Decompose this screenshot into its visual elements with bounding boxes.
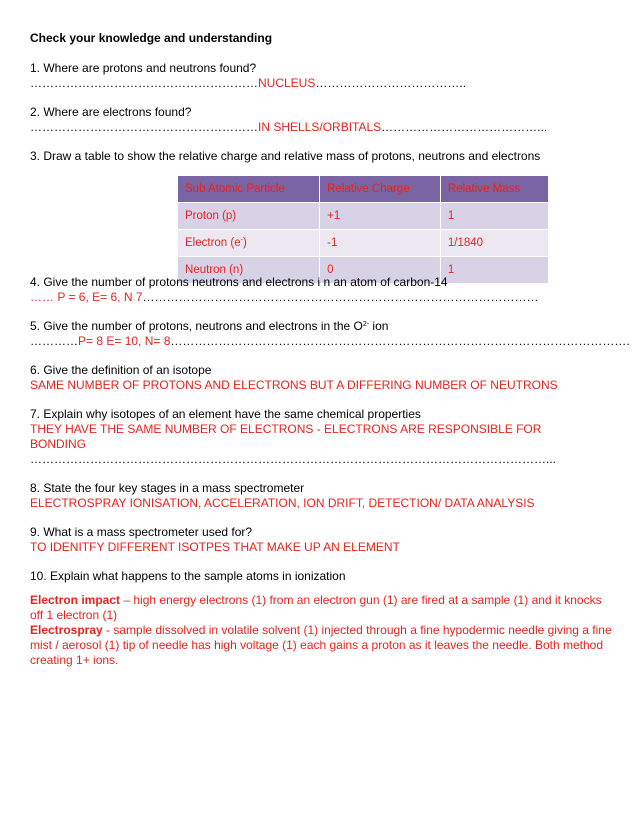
table-row (178, 203, 549, 230)
question-4: 4. Give the number of protons neutrons and electrons i n an atom of carbon-14 (30, 275, 448, 289)
question-2: 2. Where are electrons found? (30, 105, 192, 119)
cell-particle: Neutron (n) (178, 257, 320, 284)
header-charge: Relative Charge (320, 176, 441, 203)
answer-5-line (30, 334, 630, 348)
particle-table (177, 175, 549, 284)
dots: …… (30, 290, 58, 304)
table-row (178, 230, 549, 257)
page-heading: Check your knowledge and understanding (30, 31, 273, 45)
dots: ……………………………….. (315, 76, 467, 90)
question-6: 6. Give the definition of an isotope (30, 363, 212, 377)
question-text: 5. Give the number of protons, neutrons and electrons in the O (30, 319, 363, 333)
answer-5: P= 8 E= 10, N= 8 (78, 334, 171, 348)
question-5 (30, 319, 388, 333)
electron-impact-text: – high energy electrons (1) from an electron gun (1) are fired at a sample (1) and it knocks off 1 electron (1) (30, 593, 602, 622)
dots: ……………………………………………………………………………………………………. (170, 334, 630, 348)
dots: ………………………………………………… (30, 76, 258, 90)
dots: ………… (30, 334, 78, 348)
cell-mass: 1 (440, 203, 548, 230)
ion-charge: 2- (362, 321, 370, 328)
cell-charge: 0 (320, 257, 441, 284)
answer-2: IN SHELLS/ORBITALS (258, 120, 382, 134)
electrospray-text: - sample dissolved in volatile solvent (1) injected through a fine hypodermic needle giving a fine mist / aerosol (1) tip of needle has high voltage (1) each gains a proton as it leaves the needle. Both method creating 1+ ions. (30, 623, 612, 667)
answer-9: TO IDENITFY DIFFERENT ISOTPES THAT MAKE UP AN ELEMENT (30, 540, 400, 554)
answer-1-line (30, 76, 466, 90)
question-7: 7. Explain why isotopes of an element have the same chemical properties (30, 407, 421, 421)
question-10: 10. Explain what happens to the sample atoms in ionization (30, 569, 346, 583)
cell-mass: 1 (440, 257, 548, 284)
question-8: 8. State the four key stages in a mass spectrometer (30, 481, 305, 495)
table-header-row (178, 176, 549, 203)
question-9: 9. What is a mass spectrometer used for? (30, 525, 253, 539)
answer-7-line-2: BONDING (30, 437, 87, 451)
answer-4-line (30, 290, 539, 304)
answer-10-electron-impact (30, 593, 613, 623)
particle-text: Electron (e (185, 237, 241, 249)
header-mass: Relative Mass (440, 176, 548, 203)
dots: …………………………………... (381, 120, 548, 134)
electron-impact-label: Electron impact (30, 593, 121, 607)
particle-text: ) (242, 237, 247, 249)
particle-sup: - (240, 237, 243, 244)
cell-charge: -1 (320, 230, 441, 257)
cell-charge: +1 (320, 203, 441, 230)
question-3: 3. Draw a table to show the relative charge and relative mass of protons, neutrons and electrons (30, 149, 541, 163)
cell-particle: Proton (p) (178, 203, 320, 230)
cell-mass: 1/1840 (440, 230, 548, 257)
answer-2-line (30, 120, 547, 134)
dots: ………………………………………………… (30, 120, 258, 134)
answer-4: P = 6, E= 6, N 7 (57, 290, 143, 304)
electrospray-label: Electrospray (30, 623, 103, 637)
answer-10-electrospray (30, 623, 613, 668)
dots: …………………………………………………………………………………………………………………... (30, 452, 557, 466)
answer-8: ELECTROSPRAY IONISATION, ACCELERATION, ION DRIFT, DETECTION/ DATA ANALYSIS (30, 496, 535, 510)
answer-6: SAME NUMBER OF PROTONS AND ELECTRONS BUT A DIFFERING NUMBER OF NEUTRONS (30, 378, 558, 392)
header-particle: Sub Atomic Particle (178, 176, 320, 203)
cell-particle (178, 230, 320, 257)
dots: ……………………………………………………………………………………… (142, 290, 539, 304)
question-text: ion (369, 319, 389, 333)
answer-7-line-1: THEY HAVE THE SAME NUMBER OF ELECTRONS - ELECTRONS ARE RESPONSIBLE FOR (30, 422, 542, 436)
answer-1: NUCLEUS (258, 76, 316, 90)
question-1: 1. Where are protons and neutrons found? (30, 61, 257, 75)
